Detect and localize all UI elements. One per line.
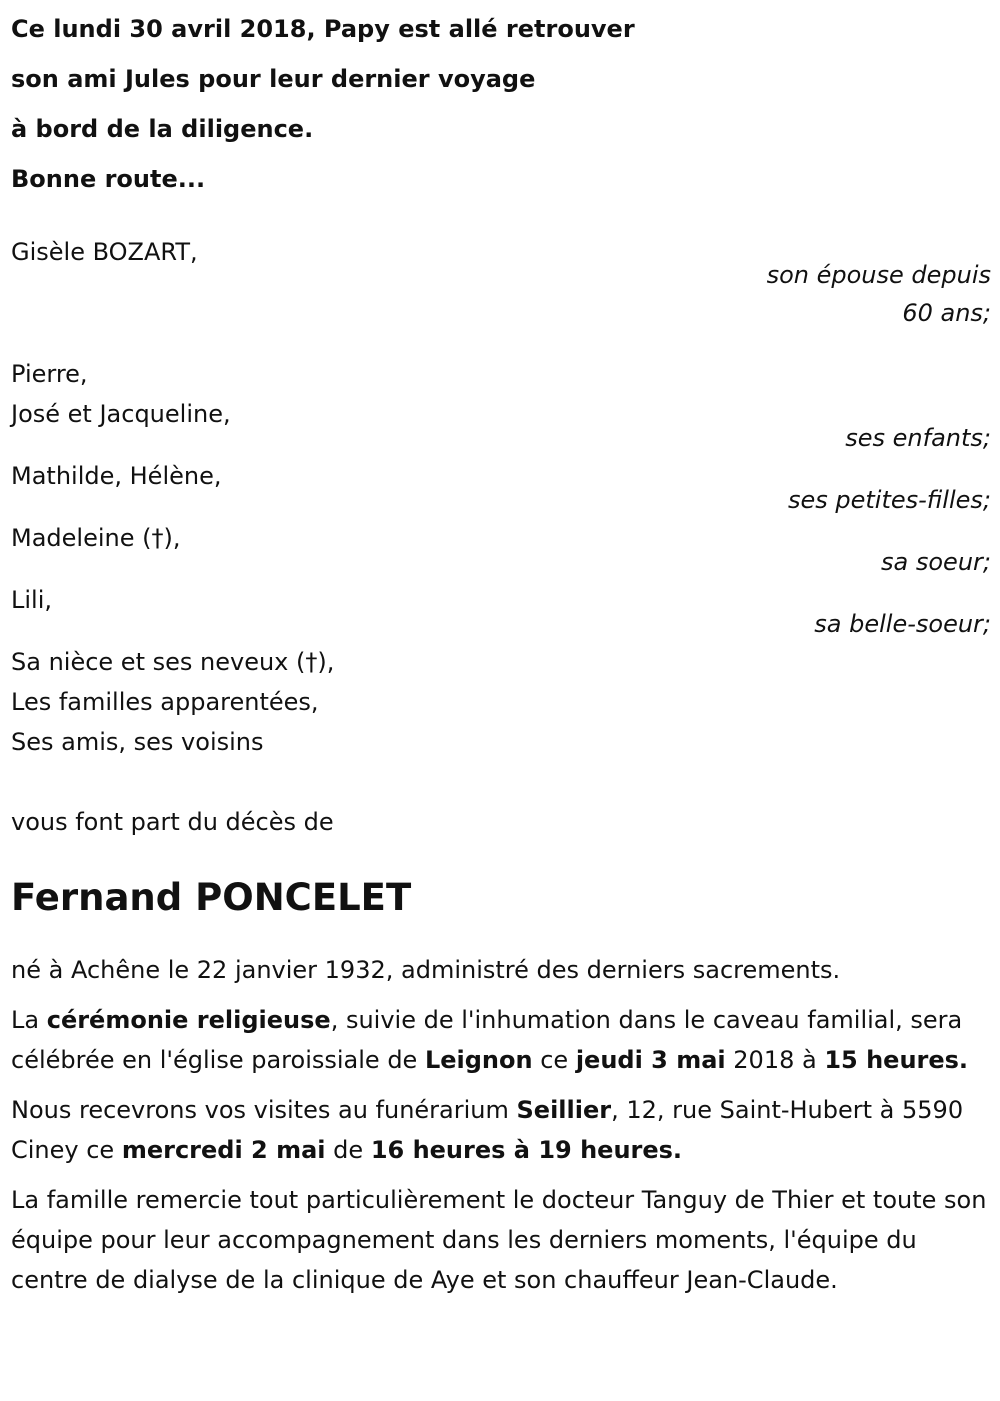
cross-icon: † [305, 648, 318, 676]
child-name: José et Jacqueline, [11, 400, 231, 428]
relatives-line: Les familles apparentées, [11, 688, 319, 716]
family-sister-in-law [11, 580, 991, 644]
family-granddaughters [11, 456, 991, 520]
intro-text [11, 4, 991, 204]
granddaughters-relation: ses petites-filles; [787, 486, 991, 514]
wife-name: Gisèle BOZART, [11, 238, 198, 266]
granddaughters-names: Mathilde, Hélène, [11, 462, 222, 490]
ceremony-paragraph: La cérémonie religieuse, suivie de l'inhumation dans le caveau familial, sera célébrée en l'église paroissiale de Leignon ce jeudi 3 mai 2018 à 15 heures. [11, 1006, 969, 1074]
announce-line: vous font part du décès de [11, 808, 334, 836]
intro-line: Ce lundi 30 avril 2018, Papy est allé retrouver [11, 15, 635, 43]
friends-line: Ses amis, ses voisins [11, 728, 264, 756]
family-others [11, 642, 991, 762]
nieces-nephews: Sa nièce et ses neveux (†), [11, 648, 335, 676]
sister-name: Madeleine (†), [11, 524, 181, 552]
child-name: Pierre, [11, 360, 88, 388]
family-wife [11, 232, 991, 332]
birth-line: né à Achêne le 22 janvier 1932, administré des derniers sacrements. [11, 956, 841, 984]
visits-paragraph: Nous recevrons vos visites au funérarium Seillier, 12, rue Saint-Hubert à 5590 Ciney ce mercredi 2 mai de 16 heures à 19 heures. [11, 1096, 964, 1164]
sister-relation: sa soeur; [881, 548, 991, 576]
sister-in-law-name: Lili, [11, 586, 53, 614]
family-children [11, 354, 991, 458]
intro-line: à bord de la diligence. [11, 115, 314, 143]
cross-icon: † [151, 524, 164, 552]
wife-relation: son épouse depuis [766, 261, 991, 289]
children-relation: ses enfants; [845, 424, 991, 452]
sister-in-law-relation: sa belle-soeur; [814, 610, 991, 638]
thanks-paragraph: La famille remercie tout particulièrement le docteur Tanguy de Thier et toute son équipe pour leur accompagnement dans les derniers moments, l'équipe du centre de dialyse de la clinique de Aye et son chauffeur Jean-Claude. [11, 1186, 987, 1294]
intro-line: Bonne route... [11, 165, 206, 193]
deceased-name: Fernand PONCELET [11, 876, 412, 919]
wife-relation-years: 60 ans; [902, 299, 991, 327]
family-sister [11, 518, 991, 582]
obituary-page [11, 4, 991, 1300]
intro-line: son ami Jules pour leur dernier voyage [11, 65, 536, 93]
